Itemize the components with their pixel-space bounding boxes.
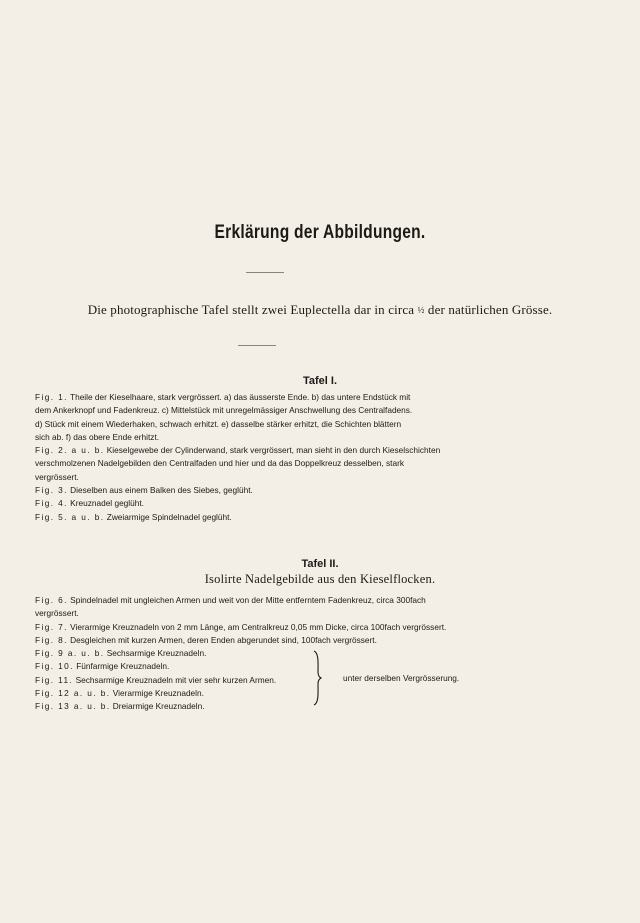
intro-text-after: der natürlichen Grösse.	[424, 302, 553, 317]
intro-paragraph	[0, 302, 640, 318]
figure-line	[35, 471, 485, 484]
figure-description: dem Ankerknopf und Fadenkreuz. c) Mittelstück mit unregelmässiger Anschwellung des Centralfadens.	[35, 405, 413, 416]
figure-line	[35, 621, 485, 634]
figure-line	[35, 431, 485, 444]
figure-description: Kreuznadel geglüht.	[70, 498, 144, 509]
figure-description: Desgleichen mit kurzen Armen, deren Enden abgerundet sind, 100fach vergrössert.	[70, 634, 377, 645]
page-title: Erklärung der Abbildungen.	[214, 222, 426, 243]
figure-label: Fig. 10.	[35, 661, 74, 672]
figure-description: d) Stück mit einem Wiederhaken, schwach erhitzt. e) dasselbe stärker erhitzt, die Schichten blättern	[35, 418, 402, 429]
figure-label: Fig. 9 a. u. b.	[35, 648, 105, 659]
figure-description: Dieselben aus einem Balken des Siebes, geglüht.	[70, 485, 253, 496]
figure-description: Fünfarmige Kreuznadeln.	[76, 661, 170, 672]
figure-line	[35, 700, 485, 713]
figure-description: Dreiarmige Kreuznadeln.	[112, 701, 205, 712]
figure-line	[35, 687, 485, 700]
figure-line	[35, 484, 485, 497]
figure-description: Spindelnadel mit ungleichen Armen und weit von der Mitte entferntem Fadenkreuz, circa 300fach	[70, 595, 426, 605]
figure-description: sich ab. f) das obere Ende erhitzt.	[35, 431, 160, 442]
intro-fraction: ½	[417, 305, 425, 315]
figure-description: Zweiarmige Spindelnadel geglüht.	[106, 511, 232, 522]
figure-description: Vierarmige Kreuznadeln.	[112, 688, 204, 699]
figure-line	[35, 418, 485, 431]
figure-line	[35, 497, 485, 510]
figure-line	[35, 404, 485, 417]
figure-line	[35, 634, 485, 647]
intro-text-before: Die photographische Tafel stellt zwei Euplectella dar in circa	[87, 302, 418, 317]
figure-label: Fig. 4.	[35, 498, 68, 509]
figure-label: Fig. 12 a. u. b.	[35, 688, 111, 699]
figure-label: Fig. 8.	[35, 634, 68, 645]
tafel2-heading: Tafel II.	[301, 558, 339, 570]
figure-description: vergrössert.	[35, 608, 79, 619]
figure-line	[35, 647, 485, 660]
figure-line	[35, 607, 485, 620]
tafel2-figure-list	[35, 594, 485, 714]
figure-line	[35, 660, 485, 673]
figure-label: Fig. 2. a u. b.	[35, 445, 105, 456]
figure-label: Fig. 5. a u. b.	[35, 511, 105, 522]
divider-middle	[238, 345, 276, 346]
divider-top	[246, 272, 284, 273]
figure-description: verschmolzenen Nadelgebilden den Centralfaden und hier und da das Doppelkreuz desselben, stark	[35, 458, 404, 469]
figure-description: Vierarmige Kreuznadeln von 2 mm Länge, am Centralkreuz 0,05 mm Dicke, circa 100fach vergrössert.	[70, 621, 447, 632]
figure-line	[35, 444, 485, 457]
figure-label: Fig. 13 a. u. b.	[35, 701, 111, 712]
tafel1-heading: Tafel I.	[302, 375, 338, 387]
figure-line	[35, 391, 485, 404]
figure-description: vergrössert.	[35, 471, 79, 482]
figure-label: Fig. 7.	[35, 621, 68, 632]
figure-label: Fig. 11.	[35, 674, 74, 685]
figure-label: Fig. 1.	[35, 392, 68, 402]
figure-line	[35, 594, 485, 607]
tafel2-subheading: Isolirte Nadelgebilde aus den Kieselflocken.	[204, 572, 436, 586]
brace-note: unter derselben Vergrösserung.	[343, 673, 460, 683]
figure-description: Sechsarmige Kreuznadeln.	[106, 648, 207, 659]
figure-description: Sechsarmige Kreuznadeln mit vier sehr kurzen Armen.	[75, 674, 277, 685]
figure-line	[35, 511, 485, 524]
tafel1-figure-list	[35, 391, 485, 524]
figure-description: Theile der Kieselhaare, stark vergrössert. a) das äusserste Ende. b) das untere Endstück mit	[70, 392, 411, 402]
figure-description: Kieselgewebe der Cylinderwand, stark vergrössert, man sieht in den durch Kieselschichten	[106, 445, 441, 456]
curly-brace	[312, 650, 322, 706]
figure-label: Fig. 6.	[35, 595, 68, 605]
figure-line	[35, 457, 485, 470]
figure-label: Fig. 3.	[35, 485, 68, 496]
